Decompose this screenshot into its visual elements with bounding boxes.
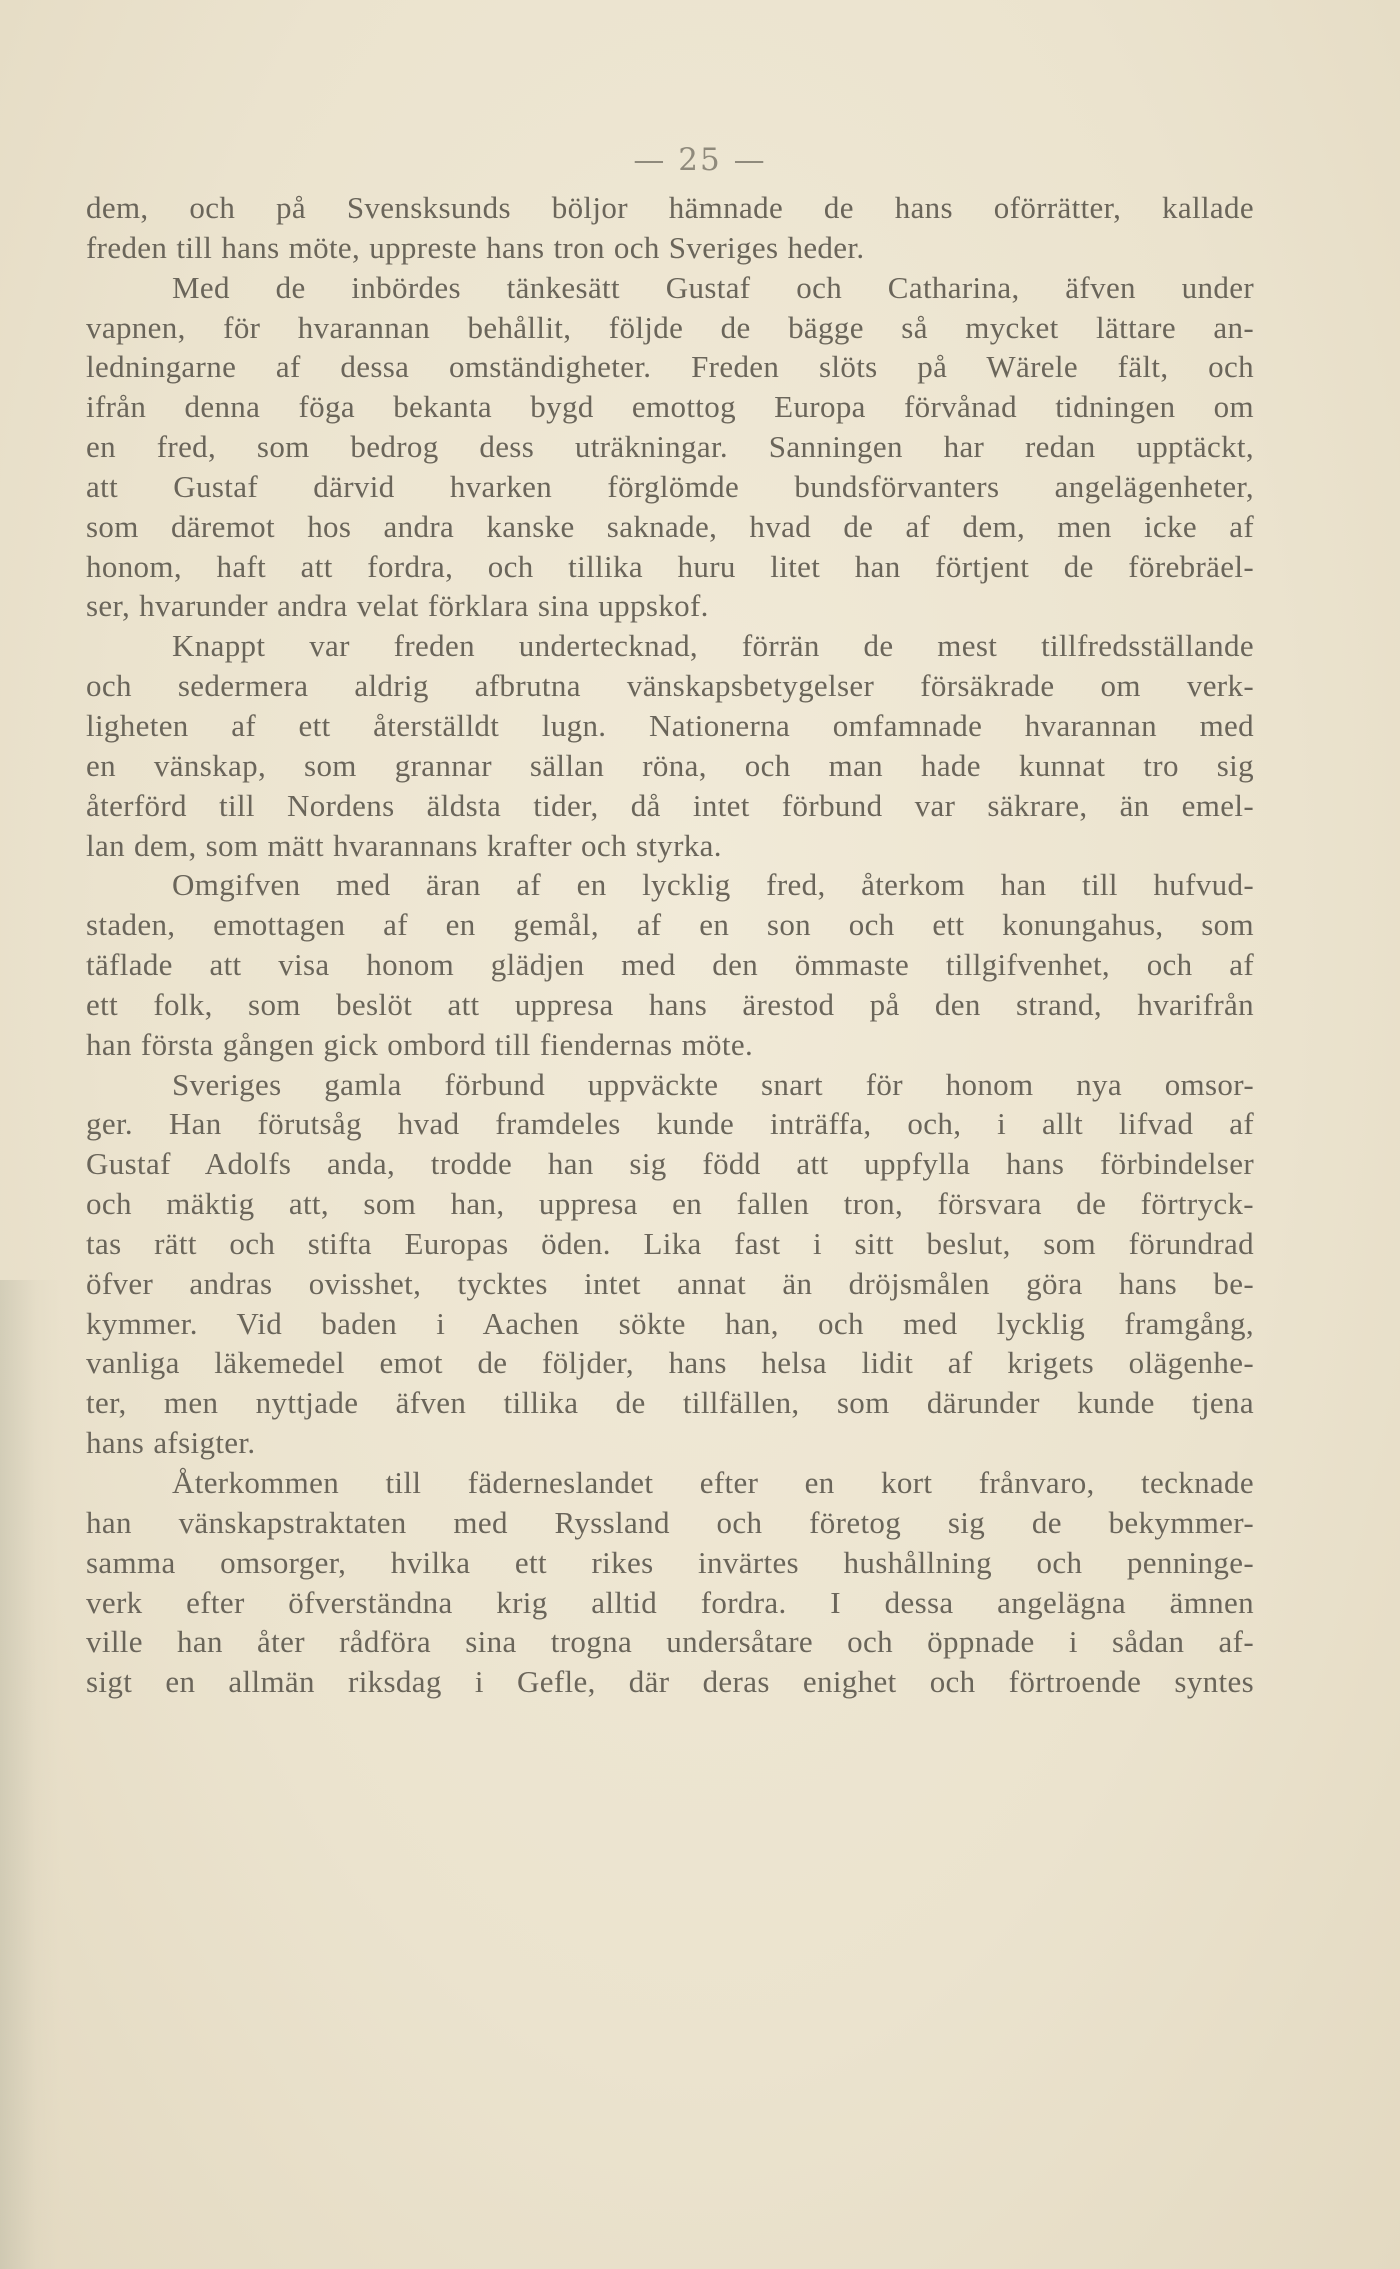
page-edge-stain [0, 1280, 60, 2269]
text-line: en vänskap, som grannar sällan röna, och man hade kunnat tro sig [86, 747, 1254, 783]
text-line: freden till hans möte, uppreste hans tron och Sveriges heder. [86, 229, 865, 265]
text-line: Sveriges gamla förbund uppväckte snart för honom nya omsor- [172, 1066, 1254, 1102]
text-line: och sedermera aldrig afbrutna vänskapsbetygelser försäkrade om verk- [86, 668, 1254, 704]
text-line: ifrån denna föga bekanta bygd emottog Europa förvånad tidningen om [86, 389, 1254, 425]
text-line: Omgifven med äran af en lycklig fred, återkom han till hufvud- [172, 867, 1254, 903]
text-line: verk efter öfverständna krig alltid fordra. I dessa angelägna ämnen [86, 1584, 1254, 1620]
text-line: vapnen, för hvarannan behållit, följde de bägge så mycket lättare an- [86, 309, 1254, 345]
text-line: vanliga läkemedel emot de följder, hans helsa lidit af krigets olägenhe- [86, 1345, 1254, 1381]
text-line: lan dem, som mätt hvarannans krafter och styrka. [86, 827, 722, 863]
text-line: öfver andras ovisshet, tycktes intet annat än dröjsmålen göra hans be- [86, 1265, 1254, 1301]
text-line: att Gustaf därvid hvarken förglömde bundsförvanters angelägenheter, [86, 468, 1254, 504]
text-line: ett folk, som beslöt att uppresa hans ärestod på den strand, hvarifrån [86, 986, 1254, 1022]
text-line: en fred, som bedrog dess uträkningar. Sanningen har redan upptäckt, [86, 429, 1254, 465]
text-line: han första gången gick ombord till fiendernas möte. [86, 1026, 754, 1062]
text-line: och mäktig att, som han, uppresa en fallen tron, försvara de förtryck- [86, 1186, 1254, 1222]
text-line: Med de inbördes tänkesätt Gustaf och Catharina, äfven under [172, 269, 1254, 305]
text-line: Gustaf Adolfs anda, trodde han sig född att uppfylla hans förbindelser [86, 1146, 1254, 1182]
text-line: tas rätt och stifta Europas öden. Lika fast i sitt beslut, som förundrad [86, 1225, 1254, 1261]
text-line: ger. Han förutsåg hvad framdeles kunde inträffa, och, i allt lifvad af [86, 1106, 1254, 1142]
text-line: han vänskapstraktaten med Ryssland och företog sig de bekymmer- [86, 1504, 1254, 1540]
text-line: staden, emottagen af en gemål, af en son och ett konungahus, som [86, 907, 1254, 943]
text-line: ligheten af ett återställdt lugn. Nationerna omfamnade hvarannan med [86, 707, 1254, 743]
text-line: samma omsorger, hvilka ett rikes invärtes hushållning och penninge- [86, 1544, 1254, 1580]
text-line: ser, hvarunder andra velat förklara sina uppskof. [86, 588, 709, 624]
text-line: hans afsigter. [86, 1425, 256, 1461]
text-line: återförd till Nordens äldsta tider, då intet förbund var säkrare, än emel- [86, 787, 1254, 823]
text-line: kymmer. Vid baden i Aachen sökte han, och med lycklig framgång, [86, 1305, 1254, 1341]
text-line: ville han åter rådföra sina trogna undersåtare och öppnade i sådan af- [86, 1624, 1254, 1660]
text-line: honom, haft att fordra, och tillika huru litet han förtjent de förebräel- [86, 548, 1254, 584]
text-line: som däremot hos andra kanske saknade, hvad de af dem, men icke af [86, 508, 1254, 544]
text-line: Återkommen till fäderneslandet efter en kort frånvaro, tecknade [172, 1465, 1254, 1500]
text-line: täflade att visa honom glädjen med den ömmaste tillgifvenhet, och af [86, 947, 1254, 983]
text-line: ter, men nyttjade äfven tillika de tillfällen, som därunder kunde tjena [86, 1385, 1254, 1421]
text-line: Knappt var freden undertecknad, förrän de mest tillfredsställande [172, 628, 1254, 664]
text-line: dem, och på Svensksunds böljor hämnade de hans oförrätter, kallade [86, 190, 1254, 225]
text-line: ledningarne af dessa omständigheter. Freden slöts på Wärele fält, och [86, 349, 1254, 385]
page-number: — 25 — [633, 142, 767, 178]
text-line: sigt en allmän riksdag i Gefle, där deras enighet och förtroende syntes [86, 1664, 1254, 1700]
body-text [86, 188, 1254, 1702]
